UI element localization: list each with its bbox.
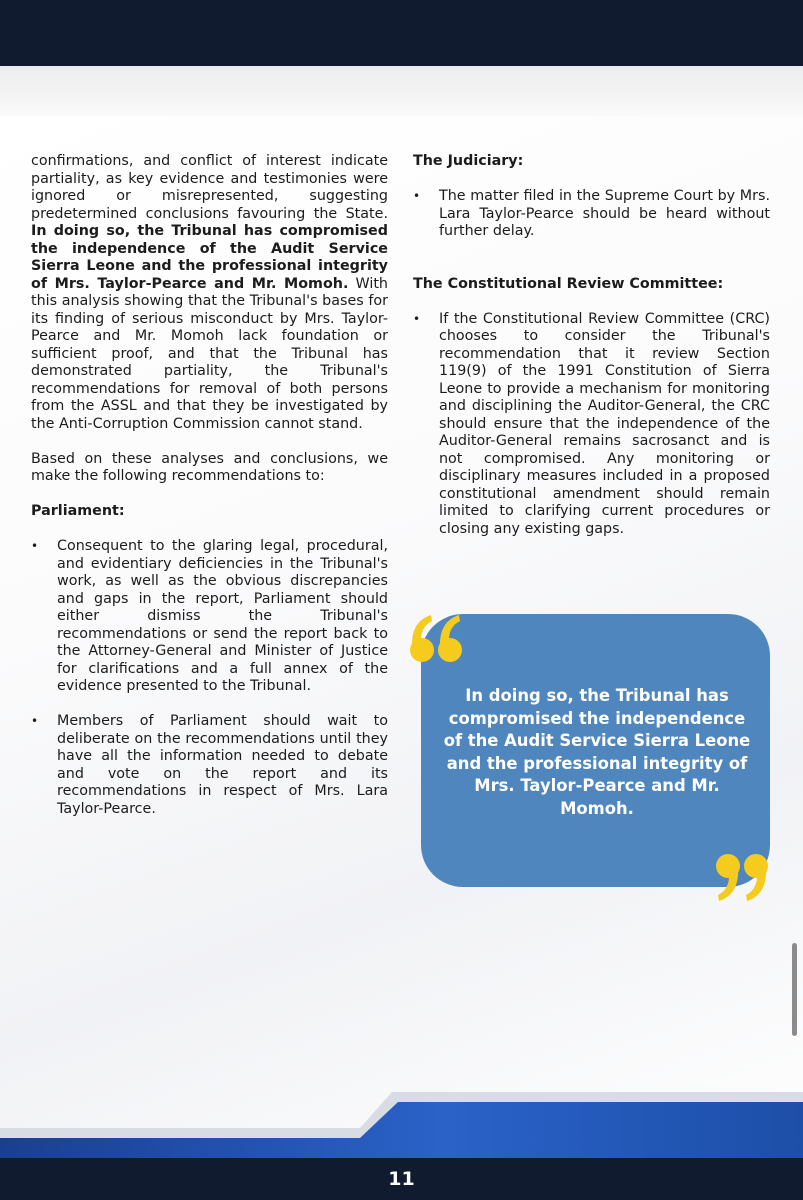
list-item: • The matter filed in the Supreme Court by Mrs. Lara Taylor-Pearce should be heard without further delay. bbox=[413, 188, 770, 241]
pull-quote-text: In doing so, the Tribunal has compromised the independence of the Audit Service Sierra Leone and the professional integrity of Mrs. Taylor-Pearce and Mr. Momoh. bbox=[443, 686, 751, 818]
judiciary-heading: The Judiciary: bbox=[413, 153, 524, 169]
crc-list bbox=[413, 311, 770, 539]
header-bar bbox=[0, 0, 803, 66]
list-item: • Consequent to the glaring legal, procedural, and evidentiary deficiencies in the Tribunal's work, as well as the obvious discrepancies and gaps in the report, Parliament should either dismiss the Tribunal's recommendations or send the report back to the Attorney-General and Minister of Justice for clarifications and a full annex of the evidence presented to the Tribunal. bbox=[31, 538, 388, 696]
close-quote-icon bbox=[712, 850, 770, 904]
intro-bold-text: In doing so, the Tribunal has compromised the independence of the Audit Service Sierra Leone and the professional integrity of Mrs. Taylor-Pearce and Mr. Momoh. bbox=[31, 223, 388, 292]
left-column bbox=[31, 153, 388, 818]
recommendations-intro: Based on these analyses and conclusions, we make the following recommendations to: bbox=[31, 450, 388, 484]
intro-text: confirmations, and conflict of interest indicate partiality, as key evidence and testimonies were ignored or misrepresented, suggesting predetermined conclusions favouring the State. bbox=[31, 153, 388, 222]
header-band bbox=[0, 66, 803, 116]
right-column bbox=[413, 153, 770, 538]
intro-paragraph bbox=[31, 153, 388, 433]
judiciary-list bbox=[413, 188, 770, 241]
list-item: • If the Constitutional Review Committee (CRC) chooses to consider the Tribunal's recommendation that it review Section 119(9) of the 1991 Constitution of Sierra Leone to provide a mechanism for monitoring and disciplining the Auditor-General, the CRC should ensure that the independence of the Auditor-General remains sacrosanct and is not compromised. Any monitoring or disciplinary measures included in a proposed constitutional amendment should remain limited to clarifying current procedures or closing any existing gaps. bbox=[413, 311, 770, 539]
parliament-heading: Parliament: bbox=[31, 503, 125, 519]
intro-continued-text: With this analysis showing that the Tribunal's bases for its finding of serious misconduct by Mrs. Taylor-Pearce and Mr. Momoh lack foundation or sufficient proof, and that the Tribunal has demonstrated partiality, the Tribunal's recommendations for removal of both persons from the ASSL and that they be investigated by the Anti-Corruption Commission cannot stand. bbox=[31, 275, 388, 432]
page-number: 11 bbox=[388, 1168, 415, 1190]
parliament-list bbox=[31, 538, 388, 818]
scrollbar[interactable] bbox=[792, 943, 797, 1036]
crc-heading: The Constitutional Review Committee: bbox=[413, 275, 724, 292]
list-item: • Members of Parliament should wait to deliberate on the recommendations until they have all the information needed to debate and vote on the report and its recommendations in respect of Mrs. Lara Taylor-Pearce. bbox=[31, 713, 388, 818]
open-quote-icon bbox=[408, 612, 466, 666]
footer-wedge bbox=[0, 1092, 803, 1158]
